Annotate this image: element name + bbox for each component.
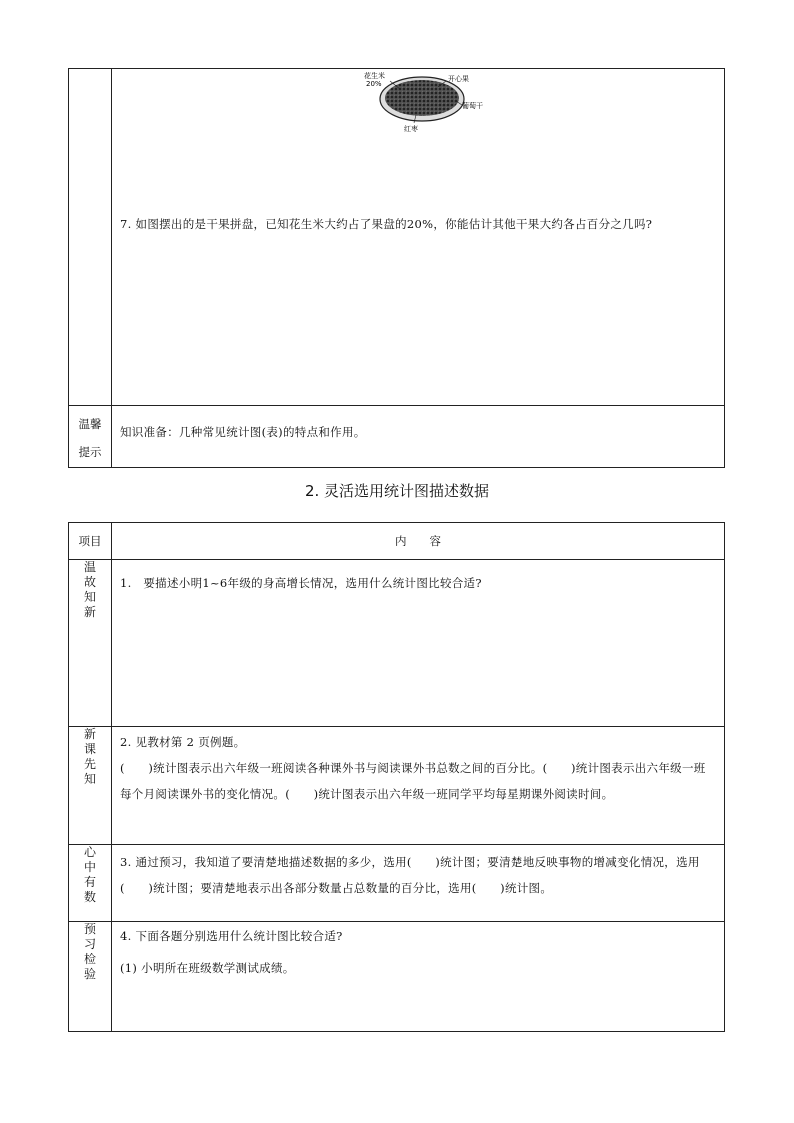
- label-peanut: 花生米: [364, 72, 385, 80]
- question-4: 4. 下面各题分别选用什么统计图比较合适?: [120, 929, 343, 943]
- row-content-preview: [112, 727, 725, 845]
- row-label-empty: [69, 69, 112, 406]
- tip-text: 知识准备：几种常见统计图(表)的特点和作用。: [120, 425, 366, 439]
- row-label-summary: 心 中 有 数: [69, 845, 112, 922]
- tip-text-cell: [112, 406, 725, 468]
- row-content-check: [112, 922, 725, 1032]
- question-2-body: ( )统计图表示出六年级一班阅读各种课外书与阅读课外书总数之间的百分比。( )统计图表示出六年级一班每个月阅读课外书的变化情况。( )统计图表示出六年级一班同学平均每星期课外阅读时间。: [120, 761, 706, 801]
- question-3: 3. 通过预习，我知道了要清楚地描述数据的多少，选用( )统计图；要清楚地反映事物的增减变化情况，选用( )统计图；要清楚地表示出各部分数量占总数量的百分比，选用( )统计图。: [120, 855, 700, 895]
- fruit-platter-figure: [362, 71, 492, 133]
- header-content: 内 容: [112, 523, 725, 560]
- question-2: 2. 见教材第 2 页例题。: [120, 735, 246, 749]
- row-label-check: 预 习 检 验: [69, 922, 112, 1032]
- label-raisin: 葡萄干: [462, 102, 483, 110]
- table-main: [68, 522, 725, 1032]
- row-content-summary: [112, 845, 725, 922]
- section-title: 2. 灵活选用统计图描述数据: [304, 482, 490, 500]
- table-continued: [68, 68, 725, 468]
- label-jujube: 红枣: [404, 125, 418, 133]
- tip-label-1: 温馨: [78, 417, 102, 431]
- label-pistachio: 开心果: [448, 75, 469, 83]
- row-label-review: 温 故 知 新: [69, 560, 112, 727]
- row-content-review: [112, 560, 725, 727]
- label-peanut-pct: 20%: [366, 80, 382, 88]
- row-label-preview: 新 课 先 知: [69, 727, 112, 845]
- question-7: 7. 如图摆出的是干果拼盘，已知花生米大约占了果盘的20%，你能估计其他干果大约各占百分之几吗?: [120, 217, 653, 231]
- platter-fill: [385, 80, 459, 116]
- header-item: 项目: [69, 523, 112, 560]
- tip-label-cell: [69, 406, 112, 468]
- question-4-1: (1) 小明所在班级数学测试成绩。: [120, 961, 295, 975]
- question7-cell: [112, 69, 725, 406]
- question-1: 1. 要描述小明1~6年级的身高增长情况，选用什么统计图比较合适?: [120, 576, 482, 590]
- tip-label-2: 提示: [78, 445, 102, 459]
